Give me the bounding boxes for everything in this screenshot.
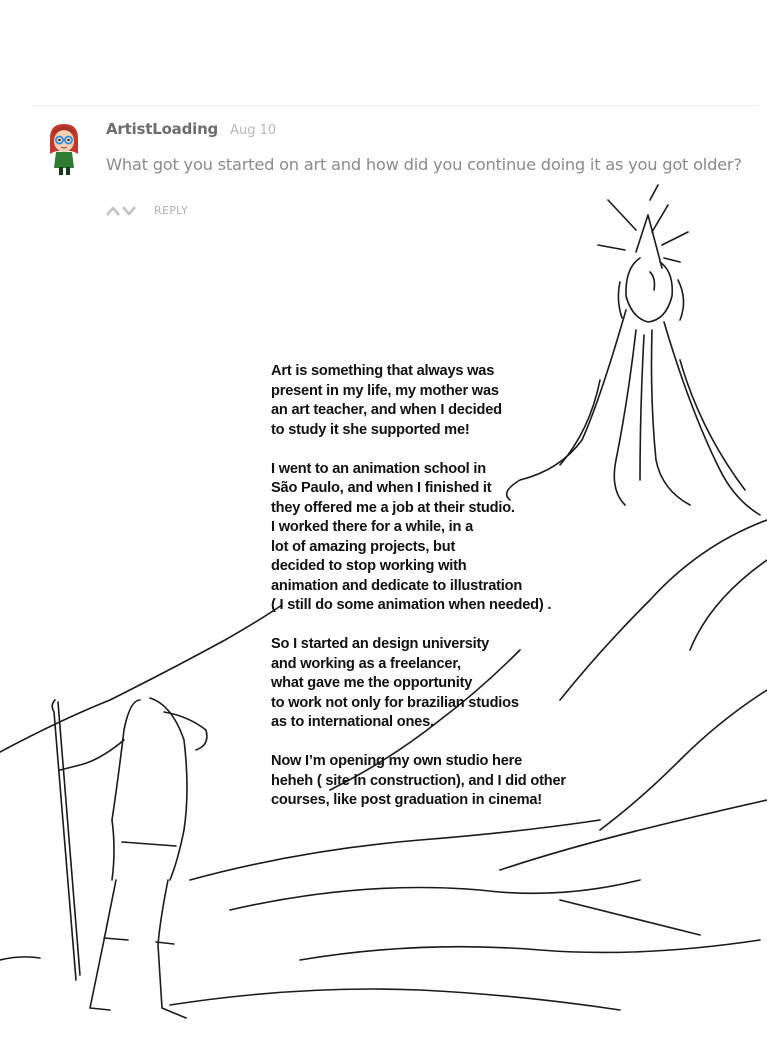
comment-header (106, 120, 276, 140)
vote-controls (106, 206, 136, 216)
answer-paragraph: So I started an design university and working as a freelancer, what gave me the opportunity to work not only for brazilian studios as to international ones. (271, 636, 519, 730)
comment-actions (106, 204, 188, 217)
chevron-up-icon[interactable] (106, 206, 120, 216)
avatar[interactable] (44, 120, 86, 178)
reply-button[interactable]: REPLY (154, 204, 189, 217)
comment-text: What got you started on art and how did you continue doing it as you got older? (106, 155, 742, 174)
thread-divider (32, 105, 758, 106)
answer-text-block (271, 362, 611, 830)
avatar-illustration (44, 120, 86, 178)
comment-date[interactable]: Aug 10 (230, 123, 277, 138)
answer-paragraph: Art is something that always was present in my life, my mother was an art teacher, and when I decided to study it she supported me! (271, 363, 502, 438)
answer-paragraph: Now I’m opening my own studio here heheh ( site in construction), and I did other courses, like post graduation in cinema! (271, 753, 566, 808)
chevron-down-icon[interactable] (122, 206, 136, 216)
spark-lines (598, 185, 688, 262)
comment-author[interactable]: ArtistLoading (106, 120, 219, 138)
wanderer-figure (52, 698, 207, 1018)
answer-paragraph: I went to an animation school in São Paulo, and when I finished it they offered me a job at their studio. I worked there for a while, in a lot of amazing projects, but decided to stop working with animation and dedicate to illustration ( I still do some animation when needed) . (271, 460, 552, 613)
